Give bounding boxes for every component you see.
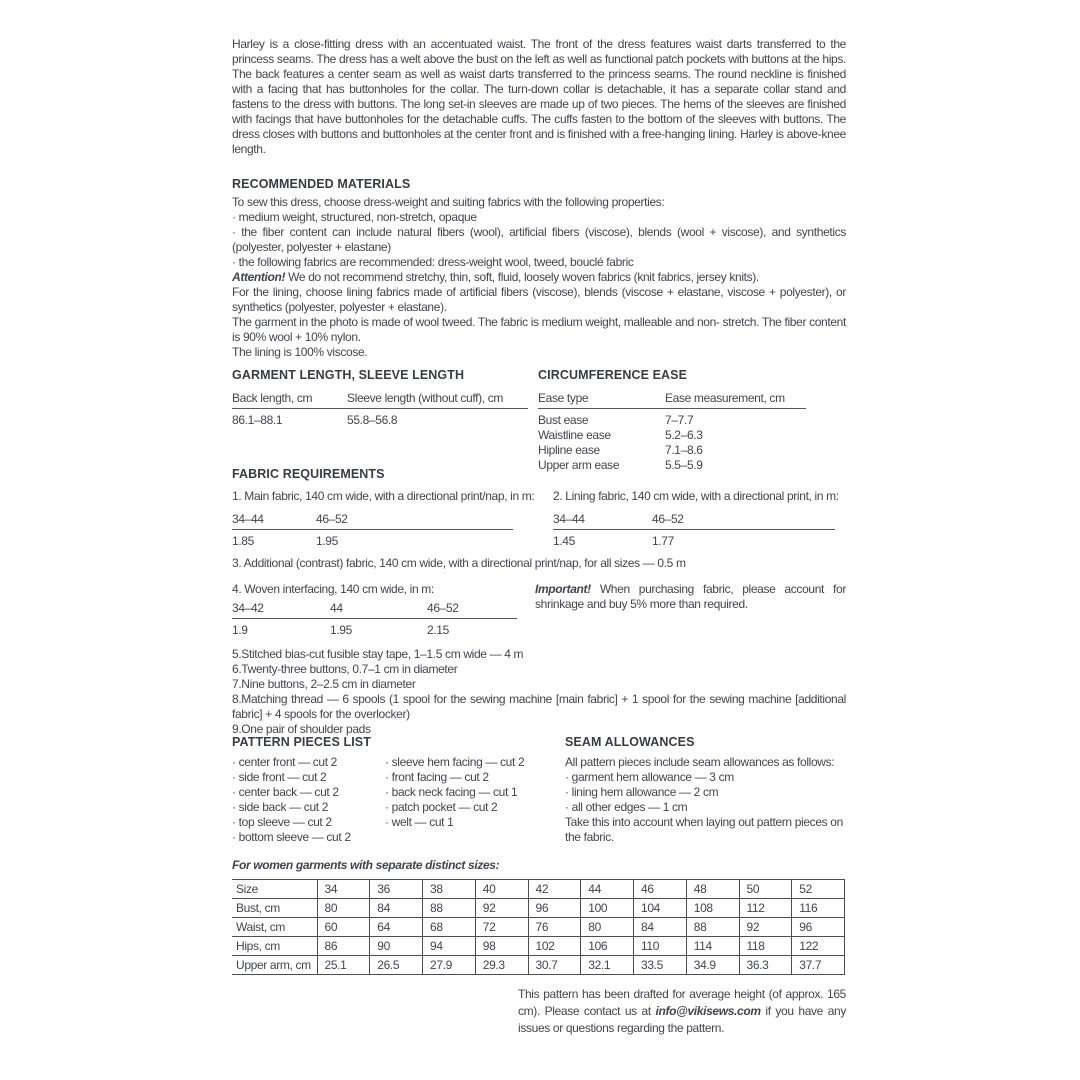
seam-lead: All pattern pieces include seam allowances as follows: (565, 755, 835, 769)
table-row (232, 937, 845, 956)
column-header: Ease type (538, 391, 589, 405)
list-item: · patch pocket — cut 2 (385, 800, 498, 814)
seam-note: Take this into account when laying out pattern pieces on the fabric. (565, 815, 843, 844)
lining-note: For the lining, choose lining fabrics made of artificial fibers (viscose), blends (viscose + elastane, viscose + polyester), or synthetics (polyester, polyester + elastane). (232, 285, 846, 314)
materials-bullet: · the following fabrics are recommended: dress-weight wool, tweed, bouclé fabric (232, 255, 634, 269)
recommended-materials-title: RECOMMENDED MATERIALS (232, 177, 411, 191)
lining-fabric-item (553, 489, 846, 549)
lining-fiber-note: The lining is 100% viscose. (232, 345, 368, 359)
column-header: 46–52 (316, 512, 348, 526)
list-item: · bottom sleeve — cut 2 (232, 830, 351, 844)
table-cell: 108 (686, 899, 739, 918)
important-text: When purchasing fabric, please account for shrinkage and buy 5% more than required. (535, 582, 846, 611)
table-cell: 5.2–6.3 (665, 428, 703, 442)
table-cell: 25.1 (317, 956, 370, 975)
table-row (232, 918, 845, 937)
table-cell: 92 (739, 918, 792, 937)
table-cell: 34.9 (686, 956, 739, 975)
table-header-row (553, 512, 835, 530)
list-item: · welt — cut 1 (385, 815, 454, 829)
table-cell: 5.5–5.9 (665, 458, 703, 472)
table-cell: 118 (739, 937, 792, 956)
row-header: Hips, cm (232, 937, 317, 956)
table-cell: 92 (475, 899, 528, 918)
table-cell: 98 (475, 937, 528, 956)
table-cell: 7–7.7 (665, 413, 694, 427)
size-chart-caption: For women garments with separate distinct sizes: (232, 858, 500, 872)
table-cell: 112 (739, 899, 792, 918)
garment-length-title: GARMENT LENGTH, SLEEVE LENGTH (232, 368, 465, 382)
table-cell: 94 (423, 937, 476, 956)
table-cell: 68 (423, 918, 476, 937)
table-row (232, 899, 845, 918)
garment-length-table (232, 391, 528, 428)
column-header: 44 (330, 601, 343, 615)
table-cell: 60 (317, 918, 370, 937)
table-cell: 46 (634, 880, 687, 899)
pattern-pieces-section (232, 734, 612, 845)
table-cell: 116 (792, 899, 845, 918)
table-cell: 88 (423, 899, 476, 918)
list-item: · side back — cut 2 (232, 800, 329, 814)
column-header: 46–52 (652, 512, 684, 526)
table-cell: 36 (370, 880, 423, 899)
table-cell: 1.45 (553, 534, 575, 548)
seam-allowances-section (565, 734, 846, 845)
table-cell: 80 (317, 899, 370, 918)
pattern-pieces-column (232, 755, 385, 845)
table-row (538, 428, 806, 443)
table-cell: 26.5 (370, 956, 423, 975)
garment-description-paragraph: Harley is a close-fitting dress with an accentuated waist. The front of the dress features waist darts transferred to the princess seams. The dress has a welt above the bust on the left as well as functional patch pockets with buttons at the hips. The back features a center seam as well as waist darts transferred to the princess seams. The round neckline is finished with a facing that has buttonholes for the collar. The turn-down collar is detachable, it has a separate collar stand and fastens to the dress with buttons. The long set-in sleeves are made up of two pieces. The hems of the sleeves are finished with facings that have buttonholes for the detachable cuffs. The cuffs fasten to the bottom of the sleeves with buttons. The dress closes with buttons and buttonholes at the center front and is finished with a free-hanging lining. Harley is above-knee length. (232, 37, 846, 156)
important-label: Important! (535, 582, 591, 596)
table-header-row (538, 391, 806, 409)
table-cell: 7.1–8.6 (665, 443, 703, 457)
table-row (232, 619, 517, 638)
table-cell: 37.7 (792, 956, 845, 975)
table-cell: 1.95 (316, 534, 338, 548)
materials-bullet: · medium weight, structured, non-stretch, opaque (232, 210, 477, 224)
footer-email: info@vikisews.com (655, 1004, 761, 1018)
table-body (538, 409, 806, 473)
table-cell: 32.1 (581, 956, 634, 975)
table-cell: 1.95 (330, 623, 352, 637)
table-cell: 122 (792, 937, 845, 956)
table-row (232, 409, 528, 428)
footer-text: This pattern has been drafted for average height (of approx. 165 cm). Please contact us at (518, 987, 846, 1018)
size-chart-table (232, 879, 845, 975)
fabric-requirements-section (232, 466, 846, 737)
seam-allowances-title: SEAM ALLOWANCES (565, 735, 695, 749)
list-item: · lining hem allowance — 2 cm (565, 785, 719, 799)
table-cell: 90 (370, 937, 423, 956)
interfacing-item (232, 582, 532, 638)
attention-note (232, 270, 846, 285)
column-header: Back length, cm (232, 391, 313, 405)
table-cell: 1.77 (652, 534, 674, 548)
table-cell: 2.15 (427, 623, 449, 637)
table-cell: 72 (475, 918, 528, 937)
list-item: · center back — cut 2 (232, 785, 339, 799)
table-cell: 48 (686, 880, 739, 899)
table-row (553, 530, 835, 549)
main-fabric-label: 1. Main fabric, 140 cm wide, with a directional print/nap, in m: (232, 489, 535, 503)
table-cell: Upper arm ease (538, 458, 620, 472)
main-fabric-table (232, 512, 513, 549)
circumference-ease-table (538, 391, 806, 473)
table-cell: 30.7 (528, 956, 581, 975)
row-header: Upper arm, cm (232, 956, 317, 975)
table-cell: 33.5 (634, 956, 687, 975)
interfacing-table (232, 601, 517, 638)
table-cell: 114 (686, 937, 739, 956)
table-cell: 106 (581, 937, 634, 956)
footer-text: if you have any issues or questions regarding the pattern. (518, 1004, 846, 1035)
column-header: Sleeve length (without cuff), cm (347, 391, 503, 405)
list-item: · sleeve hem facing — cut 2 (385, 755, 525, 769)
column-header: 34–44 (232, 512, 264, 526)
table-row (232, 956, 845, 975)
table-cell: 104 (634, 899, 687, 918)
table-cell: 36.3 (739, 956, 792, 975)
column-header: 46–52 (427, 601, 459, 615)
main-fabric-item (232, 489, 545, 549)
notions-item: 6.Twenty-three buttons, 0.7–1 cm in diameter (232, 662, 458, 676)
attention-label: Attention! (232, 270, 286, 284)
column-header: 34–42 (232, 601, 264, 615)
column-header: 34–44 (553, 512, 585, 526)
circumference-ease-section (538, 367, 806, 473)
circumference-ease-title: CIRCUMFERENCE EASE (538, 368, 688, 382)
list-item: · top sleeve — cut 2 (232, 815, 332, 829)
table-cell: 88 (686, 918, 739, 937)
fabric-row-interfacing (232, 582, 846, 638)
notions-item: 9.One pair of shoulder pads (232, 722, 371, 736)
table-cell: 34 (317, 880, 370, 899)
notions-list (232, 647, 846, 737)
table-header-row (232, 391, 528, 409)
seam-allowances-list (565, 755, 846, 845)
materials-bullet: · the fiber content can include natural fibers (wool), artificial fibers (viscose), blends (wool + viscose), and synthetics (polyester, polyester + elastane) (232, 225, 846, 254)
attention-text: We do not recommend stretchy, thin, soft, fluid, loosely woven fabrics (knit fabrics, jersey knits). (285, 270, 759, 284)
lining-fabric-table (553, 512, 835, 549)
table-cell: 84 (634, 918, 687, 937)
row-header: Size (232, 880, 317, 899)
table-cell: 27.9 (423, 956, 476, 975)
list-item: · center front — cut 2 (232, 755, 338, 769)
pattern-pieces-title: PATTERN PIECES LIST (232, 735, 371, 749)
table-cell: 50 (739, 880, 792, 899)
photo-fabric-note: The garment in the photo is made of wool tweed. The fabric is medium weight, malleable and non- stretch. The fiber content is 90% wool + 10% nylon. (232, 315, 846, 344)
table-cell: 96 (792, 918, 845, 937)
notions-item: 5.Stitched bias-cut fusible stay tape, 1–1.5 cm wide — 4 m (232, 647, 524, 661)
table-cell: 40 (475, 880, 528, 899)
recommended-materials-section (232, 176, 846, 360)
table-cell: 1.9 (232, 623, 248, 637)
contrast-fabric-item: 3. Additional (contrast) fabric, 140 cm wide, with a directional print/nap, for all sizes — 0.5 m (232, 556, 686, 570)
table-cell: 1.85 (232, 534, 254, 548)
table-row (232, 880, 845, 899)
table-cell: Waistline ease (538, 428, 611, 442)
list-item: · all other edges — 1 cm (565, 800, 688, 814)
table-cell: 80 (581, 918, 634, 937)
table-cell: 86.1–88.1 (232, 413, 283, 427)
table-cell: 44 (581, 880, 634, 899)
table-cell: 110 (634, 937, 687, 956)
interfacing-label: 4. Woven interfacing, 140 cm wide, in m: (232, 582, 434, 596)
column-header: Ease measurement, cm (665, 391, 785, 405)
table-cell: 42 (528, 880, 581, 899)
important-note (535, 582, 846, 612)
table-cell: 38 (423, 880, 476, 899)
notions-item: 7.Nine buttons, 2–2.5 cm in diameter (232, 677, 416, 691)
table-cell: Hipline ease (538, 443, 600, 457)
table-cell: 52 (792, 880, 845, 899)
table-row (538, 443, 806, 458)
list-item: · garment hem allowance — 3 cm (565, 770, 734, 784)
size-chart-section (232, 858, 846, 975)
table-cell: 29.3 (475, 956, 528, 975)
table-cell: 64 (370, 918, 423, 937)
lining-fabric-label: 2. Lining fabric, 140 cm wide, with a directional print, in m: (553, 489, 839, 503)
garment-length-section (232, 367, 528, 428)
table-cell: 55.8–56.8 (347, 413, 398, 427)
list-item: · back neck facing — cut 1 (385, 785, 518, 799)
table-cell: 76 (528, 918, 581, 937)
row-header: Bust, cm (232, 899, 317, 918)
table-header-row (232, 512, 513, 530)
table-cell: 96 (528, 899, 581, 918)
table-cell: 84 (370, 899, 423, 918)
table-header-row (232, 601, 517, 619)
table-cell: 102 (528, 937, 581, 956)
pattern-pieces-list (232, 755, 612, 845)
notions-item: 8.Matching thread — 6 spools (1 spool for the sewing machine [main fabric] + 1 spool for the sewing machine [additional fabric] + 4 spools for the overlocker) (232, 692, 846, 721)
table-cell: 86 (317, 937, 370, 956)
table-cell: Bust ease (538, 413, 589, 427)
materials-lead: To sew this dress, choose dress-weight and suiting fabrics with the following properties: (232, 195, 665, 209)
footer-note (518, 986, 846, 1037)
list-item: · side front — cut 2 (232, 770, 327, 784)
row-header: Waist, cm (232, 918, 317, 937)
table-row (232, 530, 513, 549)
fabric-row-main-lining (232, 489, 846, 549)
fabric-requirements-title: FABRIC REQUIREMENTS (232, 467, 385, 481)
table-cell: 100 (581, 899, 634, 918)
table-row (538, 413, 806, 428)
list-item: · front facing — cut 2 (385, 770, 489, 784)
